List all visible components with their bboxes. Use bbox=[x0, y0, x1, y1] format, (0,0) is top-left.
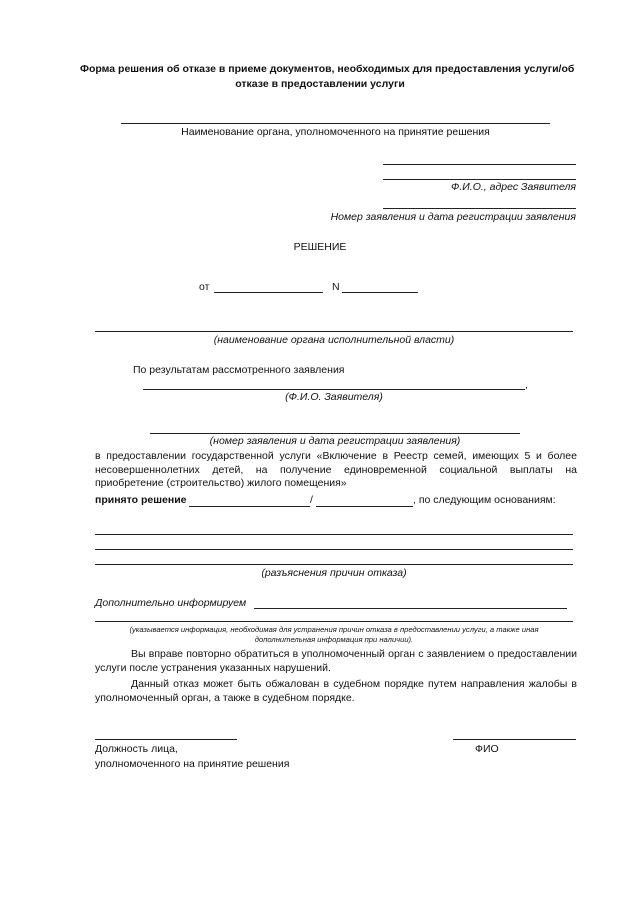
review-text: По результатам рассмотренного заявления bbox=[133, 364, 345, 376]
exec-organ-caption: (наименование органа исполнительной власти) bbox=[213, 334, 455, 346]
service-paragraph: в предоставлении государственной услуги «Включение в Реестр семей, имеющих 5 и более несовершеннолетних детей, на получение единовременной социальной выплаты на приобретение (строительство) жилого помещения» bbox=[95, 450, 577, 489]
application-number-caption: Номер заявления и дата регистрации заявления bbox=[330, 211, 576, 223]
decision-slash: / bbox=[310, 494, 313, 506]
organ-name-caption: Наименование органа, уполномоченного на принятие решения bbox=[181, 126, 490, 138]
position-label-line1: Должность лица, bbox=[95, 743, 178, 755]
form-title-line1: Форма решения об отказе в приеме документов, необходимых для предоставления услуги/об bbox=[80, 63, 575, 75]
reapply-paragraph: Вы вправе повторно обратиться в уполномоченный орган с заявлением о предоставлении услуги после устранения указанных нарушений. bbox=[95, 648, 577, 674]
applicant-name-caption: (Ф.И.О. Заявителя) bbox=[285, 391, 383, 403]
additional-info-label: Дополнительно информируем bbox=[95, 597, 247, 609]
form-title-line2: отказе в предоставлении услуги bbox=[235, 78, 405, 90]
number-line bbox=[342, 292, 418, 293]
decision-line-1 bbox=[189, 506, 310, 507]
applicant-fio-line-1 bbox=[383, 164, 576, 165]
decision-suffix: , по следующим основаниям: bbox=[413, 494, 556, 506]
date-line bbox=[214, 292, 323, 293]
date-label: от bbox=[199, 281, 210, 293]
applicant-name-comma: , bbox=[525, 379, 528, 391]
fio-signature-line bbox=[453, 739, 576, 740]
reasons-line-1 bbox=[95, 534, 573, 535]
organ-name-line bbox=[121, 123, 550, 124]
fio-label: ФИО bbox=[475, 743, 499, 755]
applicant-fio-caption: Ф.И.О., адрес Заявителя bbox=[451, 181, 576, 193]
applicant-name-line bbox=[143, 389, 525, 390]
decision-title: РЕШЕНИЕ bbox=[293, 241, 347, 253]
application-number-line bbox=[383, 208, 576, 209]
additional-info-line-2 bbox=[95, 621, 573, 622]
additional-info-caption-2: дополнительная информация при наличии). bbox=[254, 635, 414, 644]
position-label-line2: уполномоченного на принятие решения bbox=[95, 758, 290, 770]
application-details-line bbox=[150, 433, 520, 434]
decision-label: принято решение bbox=[95, 494, 187, 506]
exec-organ-line bbox=[95, 331, 573, 332]
reasons-caption: (разъяснения причин отказа) bbox=[261, 567, 407, 579]
application-details-caption: (номер заявления и дата регистрации заявления) bbox=[209, 435, 461, 447]
number-label: N bbox=[332, 281, 340, 293]
additional-info-caption-1: (указывается информация, необходимая для устранения причин отказа в предоставлении услуги, а также иная bbox=[129, 625, 539, 634]
position-signature-line bbox=[95, 739, 237, 740]
additional-info-line-1 bbox=[254, 608, 567, 609]
decision-line-2 bbox=[316, 506, 413, 507]
reasons-line-2 bbox=[95, 549, 573, 550]
reasons-line-3 bbox=[95, 564, 573, 565]
applicant-fio-line-2 bbox=[383, 179, 576, 180]
appeal-paragraph: Данный отказ может быть обжалован в судебном порядке путем направления жалобы в уполномоченный орган, а также в судебном порядке. bbox=[95, 678, 577, 704]
